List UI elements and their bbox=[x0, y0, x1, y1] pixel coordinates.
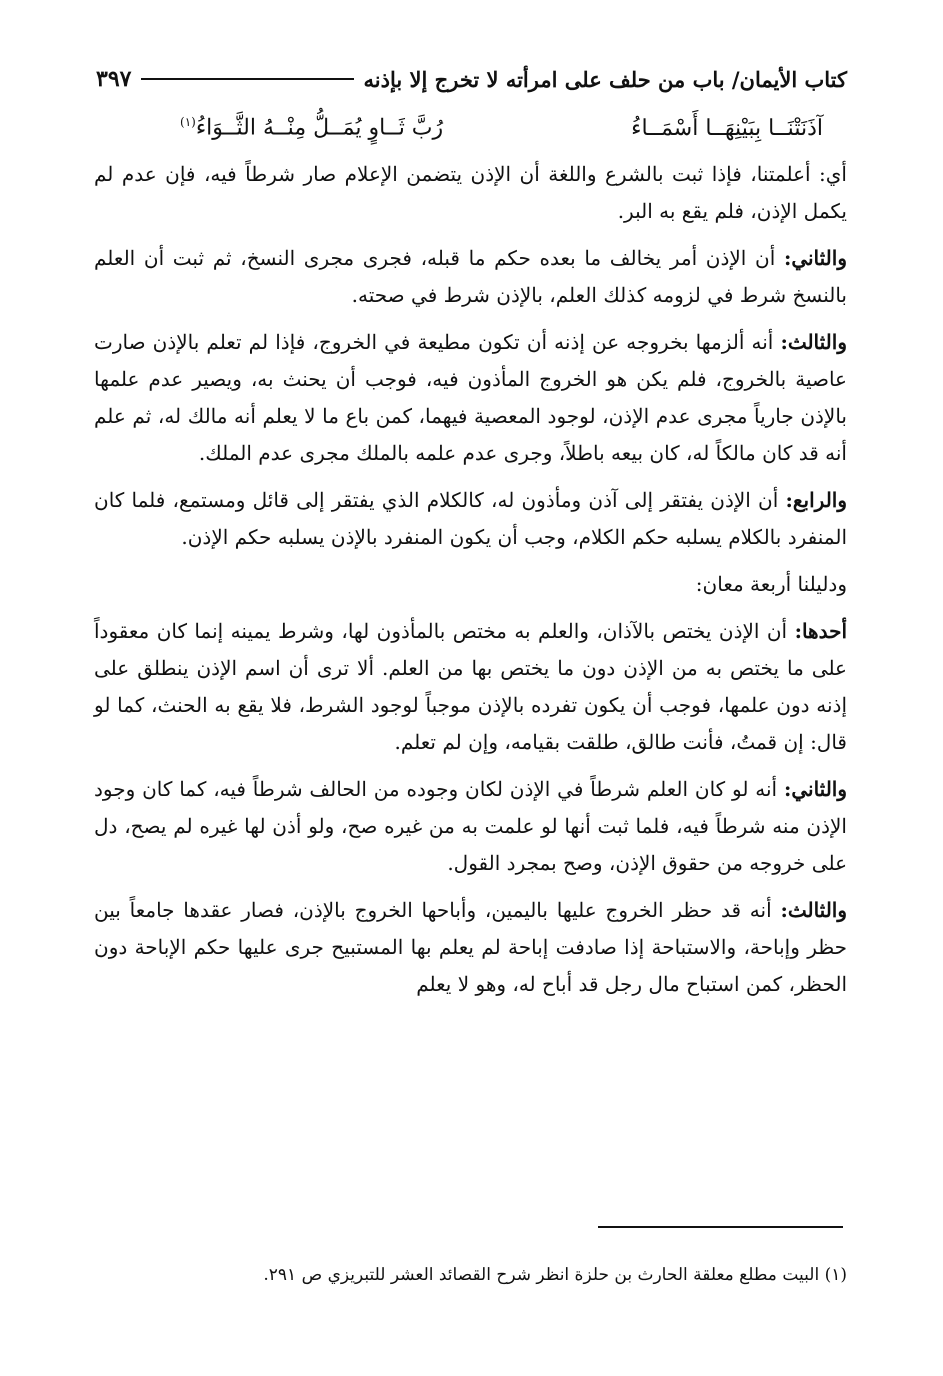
paragraph-lead: والرابع: bbox=[785, 488, 848, 512]
paragraph bbox=[94, 613, 847, 761]
paragraph-lead: والثالث: bbox=[780, 330, 847, 354]
paragraph-lead: أحدها: bbox=[794, 619, 848, 643]
poetry-verse bbox=[180, 108, 823, 148]
paragraph-text: ودليلنا أربعة معان: bbox=[695, 572, 847, 596]
paragraph bbox=[94, 566, 847, 603]
footnote-text: (١) البيت مطلع معلقة الحارث بن حلزة انظر شرح القصائد العشر للتبريزي ص ٢٩١. bbox=[263, 1265, 847, 1285]
paragraph-text: أنه ألزمها بخروجه عن إذنه أن تكون مطيعة في الخروج، فإذا لم تعلم بالإذن صارت عاصية بالخروج، فلم يكن هو الخروج المأذون فيه، فوجب أن يحنث به، ويصير عدم علمها بالإذن جارياً مجرى عدم الإذن، لوجود المعصية فيهما، كمن باع ما لا يعلم أنه مالك له، ثم علم أنه قد كان مالكاً له، كان بيعه باطلاً، وجرى عدم علمه بالملك مجرى عدم الملك. bbox=[94, 330, 847, 465]
header-rule bbox=[141, 78, 353, 80]
paragraph-text: أي: أعلمتنا، فإذا ثبت بالشرع واللغة أن الإذن يتضمن الإعلام صار شرطاً فيه، فإن عدم لم يكمل الإذن، فلم يقع به البر. bbox=[94, 162, 847, 223]
verse-first-hemistich bbox=[631, 116, 823, 141]
footnote bbox=[150, 1262, 847, 1288]
verse-first-text: آذَنَتْنَــا بِبَيْنِهَــا أَسْمَــاءُ bbox=[631, 115, 823, 141]
paragraph bbox=[94, 240, 847, 314]
paragraph bbox=[94, 324, 847, 472]
paragraph bbox=[94, 482, 847, 556]
paragraph-text: أن الإذن يختص بالآذان، والعلم به مختص بالمأذون لها، وشرط يمينه إنما كان معقوداً على ما يختص به من الإذن دون ما يختص بها من العلم. ألا ترى أن اسم الإذن ينطلق على إذنه دون علمها، فوجب أن يكون تفرده بالإذن موجباً لوجود الشرط، فلا يقع به الحنث، كما لو قال: إن قمتُ، فأنت طالق، طلقت بقيامه، وإن لم تعلم. bbox=[94, 619, 847, 754]
verse-second-hemistich bbox=[180, 115, 443, 140]
header-title: كتاب الأيمان/ باب من حلف على امرأته لا تخرج إلا بإذنه bbox=[363, 66, 847, 92]
verse-second-text: رُبَّ ثَــاوٍ يُمَــلُّ مِنْــهُ الثَّــوَاءُ bbox=[195, 115, 444, 141]
paragraph bbox=[94, 156, 847, 230]
paragraph-lead: والثالث: bbox=[780, 898, 848, 922]
running-header bbox=[96, 62, 847, 96]
page-number: ٣٩٧ bbox=[96, 66, 132, 92]
paragraph-text: أنه لو كان العلم شرطاً في الإذن لكان وجوده من الحالف شرطاً فيه، كما كان وجود الإذن منه شرطاً فيه، فلما ثبت أنها لو علمت به من غيره صح، ولو أذن لها غيره لم يصح، دل على خروجه من حقوق الإذن، وصح بمجرد القول. bbox=[94, 777, 847, 875]
paragraph bbox=[94, 892, 847, 1003]
paragraph-text: أن الإذن أمر يخالف ما بعده حكم ما قبله، فجرى مجرى النسخ، ثم ثبت أن العلم بالنسخ شرط في لزومه كذلك العلم، بالإذن شرط في صحته. bbox=[94, 246, 847, 307]
paragraph-lead: والثاني: bbox=[783, 246, 847, 270]
body-text bbox=[94, 156, 847, 1013]
paragraph bbox=[94, 771, 847, 882]
paragraph-text: أنه قد حظر الخروج عليها باليمين، وأباحها الخروج بالإذن، فصار عقدها جامعاً بين حظر وإباحة، والاستباحة إذا صادفت إباحة لم يعلم بها المستبيح جرى عليها حكم الإباحة دون الحظر، كمن استباح مال رجل قد أباح له، وهو لا يعلم bbox=[94, 898, 847, 996]
paragraph-text: أن الإذن يفتقر إلى آذن ومأذون له، كالكلام الذي يفتقر إلى قائل ومستمع، فلما كان المنفرد بالكلام يسلبه حكم الكلام، وجب أن يكون المنفرد بالإذن يسلبه حكم الإذن. bbox=[94, 488, 847, 549]
footnote-marker: (١) bbox=[180, 115, 196, 130]
footnote-separator bbox=[598, 1226, 843, 1228]
paragraph-lead: والثاني: bbox=[783, 777, 848, 801]
